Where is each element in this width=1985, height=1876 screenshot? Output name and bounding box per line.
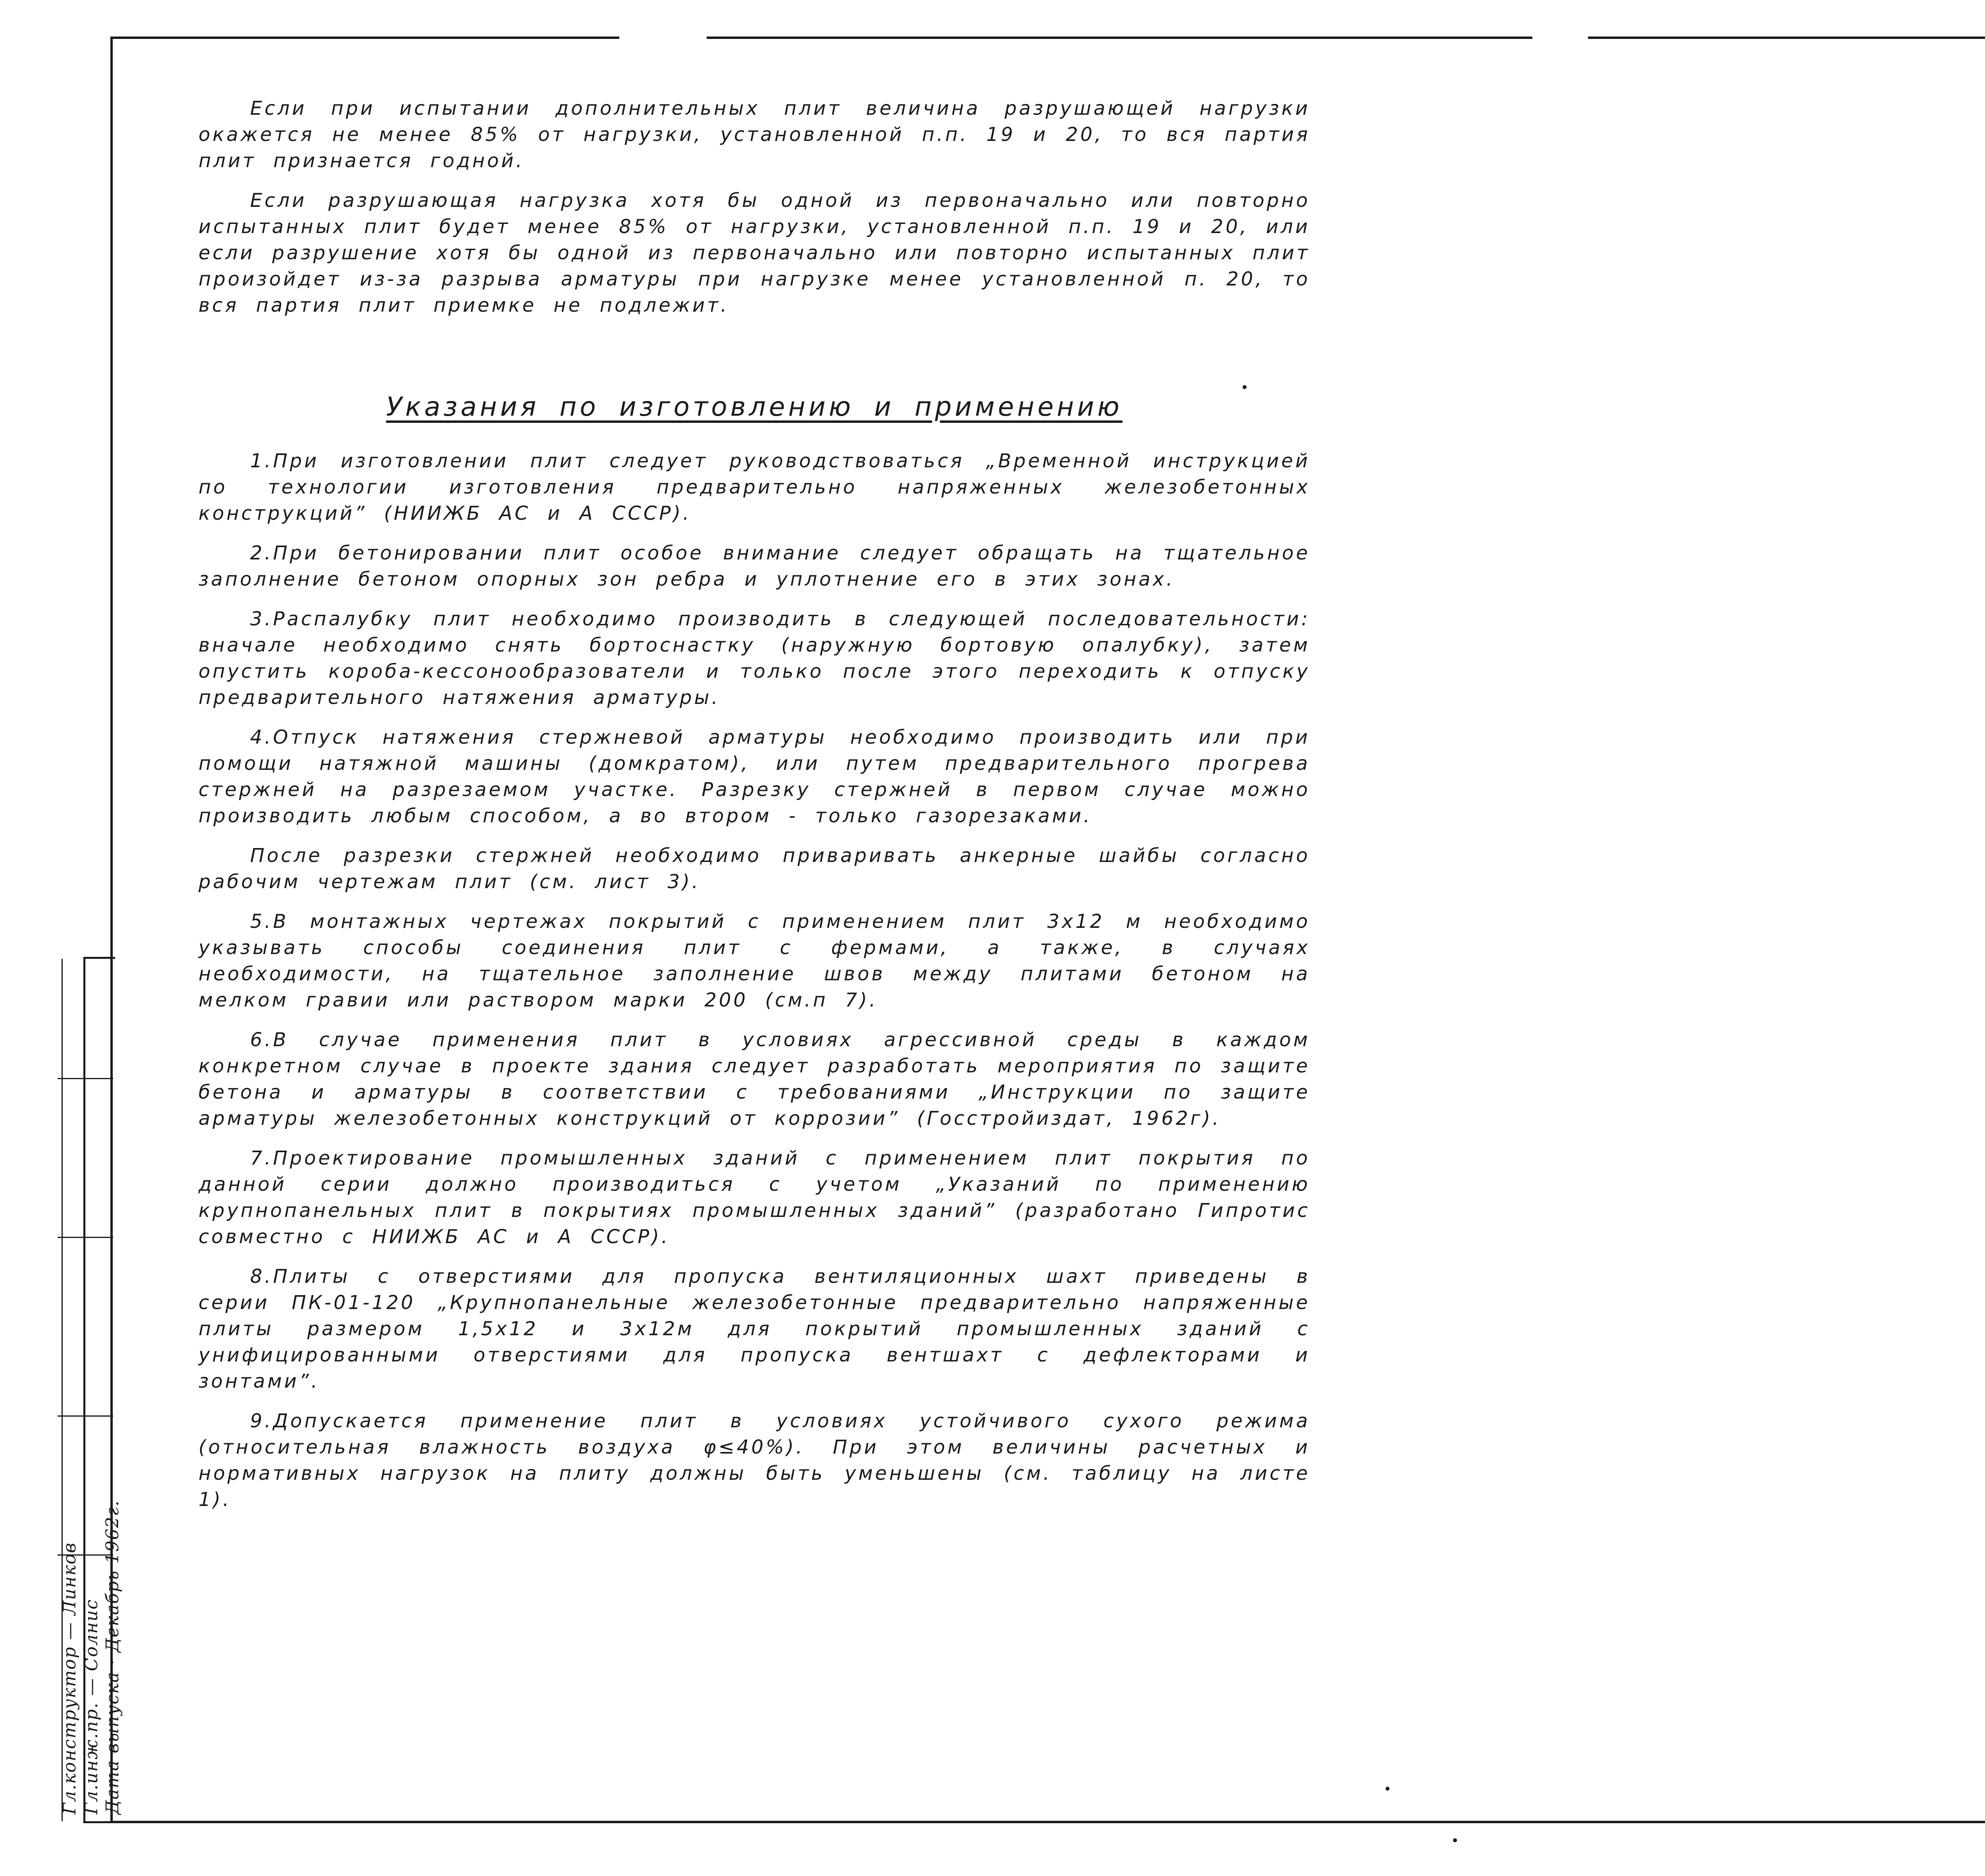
- instruction-item: 3.Распалубку плит необходимо производить в следующей последовательности: вначале необходимо снять бортоснастку (наружную бортовую опалубку), затем опустить короба-кессонообразователи и только после этого переходить к отпуску предварительного натяжения арматуры.: [198, 608, 1310, 709]
- stamp-row-line: [58, 1237, 113, 1238]
- document-body: [198, 95, 1310, 1526]
- section-heading: Указания по изготовлению и применению: [386, 391, 1123, 422]
- instruction-item: 8.Плиты с отверстиями для пропуска вентиляционных шахт приведены в серии ПК-01-120 „Крупнопанельные железобетонные предварительно напряженные плиты размером 1,5х12 и 3х12м для покрытий промышленных зданий с унифицированными отверстиями для пропуска вентшахт с дефлекторами и зонтами”.: [198, 1265, 1310, 1392]
- stamp-row-line: [58, 1415, 113, 1417]
- paragraph-additional-tests: Если при испытании дополнительных плит величина разрушающей нагрузки окажется не менее 85% от нагрузки, установленной п.п. 19 и 20, то вся партия плит признается годной.: [198, 97, 1310, 172]
- paragraph-rejection: Если разрушающая нагрузка хотя бы одной из первоначально или повторно испытанных плит будет менее 85% от нагрузки, установленной п.п. 19 и 20, или если разрушение хотя бы одной из первоначально или повторно испытанных плит произойдет из-за разрыва арматуры при нагрузке менее установленной п. 20, то вся партия плит приемке не подлежит.: [198, 189, 1310, 316]
- instruction-item: 2.При бетонировании плит особое внимание следует обращать на тщательное заполнение бетоном опорных зон ребра и уплотнение его в этих зонах.: [198, 542, 1310, 590]
- stamp-chief-engineer: Гл.инж.пр. — Солнис: [81, 1598, 102, 1814]
- scan-speck: [1386, 1787, 1390, 1791]
- instruction-item: После разрезки стержней необходимо приваривать анкерные шайбы согласно рабочим чертежам плит (см. лист 3).: [198, 844, 1310, 893]
- instruction-item: 1.При изготовлении плит следует руководствоваться „Временной инструкцией по технологии изготовления предварительно напряженных железобетонных конструкций” (НИИЖБ АС и А СССР).: [198, 450, 1310, 524]
- stamp-designer: Гл.конструктор — Линков: [60, 1542, 80, 1814]
- scan-speck: [1453, 1838, 1457, 1842]
- instruction-item: 9.Допускается применение плит в условиях устойчивого сухого режима (относительная влажность воздуха φ≤40%). При этом величины расчетных и нормативных нагрузок на плиту должны быть уменьшены (см. таблицу на листе 1).: [198, 1410, 1310, 1511]
- instruction-item: 5.В монтажных чертежах покрытий с применением плит 3х12 м необходимо указывать способы соединения плит с фермами, а также, в случаях необходимости, на тщательное заполнение швов между плитами бетоном на мелком гравии или раствором марки 200 (см.п 7).: [198, 910, 1310, 1011]
- instruction-item: 4.Отпуск натяжения стержневой арматуры необходимо производить или при помощи натяжной машины (домкратом), или путем предварительного прогрева стержней на разрезаемом участке. Разрезку стержней в первом случае можно производить любым способом, а во втором - только газорезаками.: [198, 726, 1310, 827]
- instruction-item: 6.В случае применения плит в условиях агрессивной среды в каждом конкретном случае в проекте здания следует разработать мероприятия по защите бетона и арматуры в соответствии с требованиями „Инструкции по защите арматуры железобетонных конструкций от коррозии” (Госстройиздат, 1962г).: [198, 1029, 1310, 1130]
- stamp-release-date: Дата выпуска · Декабрь 1962г.: [102, 1500, 123, 1814]
- scan-speck: [1243, 385, 1247, 389]
- frame-gap: [1532, 34, 1588, 40]
- instruction-item: 7.Проектирование промышленных зданий с применением плит покрытия по данной серии должно производиться с учетом „Указаний по применению крупнопанельных плит в покрытиях промышленных зданий” (разработано Гипротис совместно с НИИЖБ АС и А СССР).: [198, 1147, 1310, 1248]
- stamp-row-line: [58, 1078, 113, 1079]
- frame-gap: [619, 34, 707, 40]
